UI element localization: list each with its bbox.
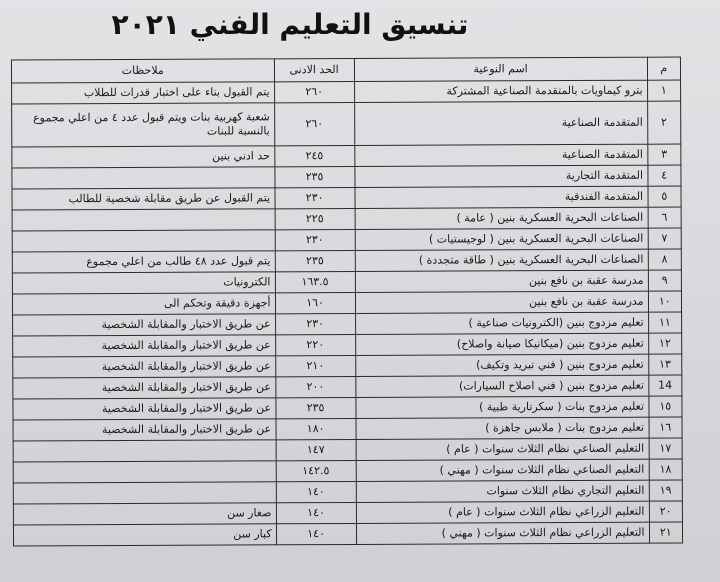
table-row: [13, 417, 682, 441]
cell-notes: [12, 167, 275, 189]
cell-num: [649, 438, 683, 459]
cell-min-text: ٢٤٥: [305, 148, 324, 162]
cell-type: [355, 312, 648, 334]
cell-min: [276, 481, 356, 502]
cell-type-text: تعليم مزدوج بنات ( سكرتارية طبية ): [479, 399, 645, 414]
cell-type-text: الصناعات البحرية العسكرية بنين ( عامة ): [456, 210, 644, 225]
cell-min-text: ٢٣٠: [305, 232, 324, 246]
cell-num-text: ١٦: [659, 420, 672, 434]
cell-min: [275, 208, 355, 229]
table-row: [13, 501, 682, 525]
cell-type: [355, 291, 648, 313]
table-row: [13, 333, 682, 357]
cell-min: [274, 166, 354, 187]
cell-num-text: ١٣: [659, 357, 671, 371]
cell-min: [275, 250, 355, 271]
cell-num: [649, 480, 683, 501]
cell-type: [354, 144, 647, 166]
table-row: [13, 354, 682, 378]
cell-type-text: التعليم الزراعي نظام الثلاث سنوات ( عام ): [448, 504, 645, 519]
cell-num: [649, 501, 683, 522]
cell-num-text: ٦: [661, 210, 668, 224]
cell-num-text: ٢١: [659, 525, 672, 539]
cell-num-text: ٩: [661, 273, 668, 287]
cell-num: [648, 354, 682, 375]
cell-min-text: ١٦٠: [306, 295, 324, 309]
cell-notes: [12, 82, 275, 104]
cell-type: [355, 333, 648, 355]
cell-type: [355, 375, 648, 397]
cell-num: [647, 144, 681, 165]
cell-type-text: بترو كيماويات بالمتقدمة الصناعية المشتركة: [446, 83, 643, 98]
cell-min-text: ١٨٠: [306, 421, 325, 435]
table-row: [12, 101, 681, 147]
cell-type-text: المتقدمة الفندقية: [564, 189, 644, 203]
cell-notes-text: يتم القبول عن طريق مقابلة شخصية للطالب: [68, 191, 271, 205]
cell-min: [276, 502, 356, 523]
table-row: [13, 396, 682, 420]
cell-type: [354, 101, 647, 145]
cell-notes-text: شعبة كهربية بنات ويتم قبول عدد ٤ من اعلي مجموع بالنسبة للبنات: [33, 110, 270, 138]
cell-min-text: ٢٣٥: [306, 253, 324, 267]
cell-notes-text: عن طريق الاختبار والمقابلة الشخصية: [101, 317, 271, 331]
table-row: [13, 375, 682, 399]
cell-notes-text: صغار سن: [227, 506, 272, 520]
cell-min-text: ٢٣٠: [305, 190, 324, 204]
cell-type-text: المتقدمة الصناعية: [561, 115, 643, 129]
cell-type: [354, 80, 647, 102]
cell-type-text: المتقدمة الصناعية: [561, 147, 643, 161]
cell-min: [275, 292, 355, 313]
table-row: [13, 459, 682, 483]
cell-num: [649, 522, 683, 543]
cell-min: [274, 81, 354, 102]
table-row: [13, 438, 682, 462]
cell-type-text: مدرسة عقبة بن نافع بنين: [528, 273, 644, 287]
cell-type: [355, 207, 648, 229]
cell-type-text: الصناعات البحرية العسكرية بنين ( لوجيستيات ): [428, 231, 644, 246]
cell-num-text: 14: [658, 378, 673, 392]
cell-type: [356, 417, 649, 439]
cell-num-text: ٢: [661, 115, 667, 129]
cell-type-text: تعليم مزدوج بنين (الكترونيات صناعية ): [468, 315, 644, 330]
cell-notes-text: عن طريق الاختبار والمقابلة الشخصية: [101, 359, 271, 373]
cell-num: [648, 186, 682, 207]
cell-type-text: التعليم الزراعي نظام الثلاث سنوات ( مهني ): [441, 525, 645, 540]
cell-notes-text: عن طريق الاختبار والمقابلة الشخصية: [101, 401, 272, 415]
table-row: [12, 207, 681, 231]
cell-notes: [13, 356, 276, 378]
cell-notes: [12, 103, 275, 147]
cell-notes: [12, 209, 275, 231]
cell-notes: [13, 314, 276, 336]
cell-num: [647, 80, 681, 101]
cell-notes-text: عن طريق الاختبار والمقابلة الشخصية: [101, 338, 271, 352]
cell-num-text: ٥: [661, 189, 668, 203]
cell-min-text: ١٤٢.٥: [302, 463, 330, 477]
cell-min: [275, 334, 355, 355]
cell-notes-text: عن طريق الاختبار والمقابلة الشخصية: [101, 380, 271, 394]
cell-type: [356, 480, 649, 502]
cell-type-text: التعليم الصناعي نظام الثلاث سنوات ( عام ): [446, 441, 645, 456]
cell-min-text: ١٤٠: [307, 526, 325, 540]
cell-min-text: ١٦٣.٥: [301, 274, 329, 288]
cell-type: [355, 228, 648, 250]
page-title: تنسيق التعليم الفني ٢٠٢١: [111, 8, 469, 41]
cell-type: [356, 438, 649, 460]
table-row: [13, 312, 682, 336]
table-row: [12, 291, 681, 315]
cell-notes: [12, 272, 275, 294]
cell-type-text: تعليم مزدوج بنين ( فني اصلاح السيارات): [458, 378, 644, 393]
cell-num: [648, 228, 682, 249]
cell-notes: [12, 146, 275, 168]
cell-notes: [13, 398, 276, 420]
cell-min: [274, 102, 354, 145]
table-row: [12, 80, 681, 104]
header-min: الحد الادنى: [274, 58, 354, 81]
cell-num: [648, 291, 682, 312]
cell-min-text: ٢٣٥: [305, 169, 324, 183]
cell-min-text: ٢١٠: [306, 358, 325, 372]
cell-notes-text: حد ادني بنين: [212, 149, 270, 163]
cell-num-text: ١٨: [659, 462, 672, 476]
cell-min-text: ١٤٧: [306, 442, 325, 456]
cell-min: [275, 187, 355, 208]
cell-num-text: ٤: [661, 168, 668, 182]
cell-type-text: تعليم مزدوج بنين ( فني تبريد وتكيف): [476, 357, 644, 372]
cell-num-text: ١٢: [659, 336, 671, 350]
cell-num-text: ٢٠: [659, 504, 672, 518]
table-row: [12, 186, 681, 210]
cell-min: [276, 460, 356, 481]
cell-min: [274, 145, 354, 166]
cell-type: [355, 186, 648, 208]
cell-type: [356, 522, 649, 544]
cell-num: [648, 270, 682, 291]
cell-notes: [13, 335, 276, 357]
cell-notes: [13, 503, 276, 525]
cell-notes: [13, 377, 276, 399]
cell-type: [355, 249, 648, 271]
table-row: [12, 270, 681, 294]
cell-type: [355, 165, 648, 187]
cell-num: [647, 101, 681, 144]
cell-notes-text: عن طريق الاختبار والمقابلة الشخصية: [101, 422, 272, 436]
cell-type: [356, 501, 649, 523]
cell-num-text: ١: [660, 83, 667, 97]
cell-notes-text: أجهزة دقيقة وتحكم الى: [163, 296, 271, 310]
cell-notes: [12, 293, 275, 315]
cell-min-text: ١٤٠: [307, 505, 325, 519]
cell-notes: [13, 482, 276, 504]
cell-type-text: التعليم الصناعي نظام الثلاث سنوات ( مهني ): [439, 462, 645, 477]
cell-type-text: التعليم التجاري نظام الثلاث سنوات: [486, 483, 645, 498]
cell-type-text: تعليم مزدوج بنين (ميكانيكا صيانة واصلاح): [456, 336, 644, 351]
cell-min-text: ٢٢٠: [306, 337, 325, 351]
cell-min-text: ١٤٠: [307, 484, 325, 498]
cell-min: [275, 313, 355, 334]
cell-min-text: ٢٣٠: [306, 316, 325, 330]
table-row: [13, 480, 682, 504]
cell-type-text: مدرسة عقبة بن نافع بنين: [529, 294, 644, 308]
cell-min-text: ٢٦٠: [305, 84, 324, 98]
cell-min: [276, 418, 356, 439]
cell-num-text: ٨: [661, 252, 668, 266]
cell-min-text: ٢٠٠: [306, 379, 325, 393]
table-row: [12, 228, 681, 252]
cell-min: [275, 397, 355, 418]
table-row: [12, 144, 681, 168]
header-num: م: [647, 57, 681, 80]
cell-num-text: ١٠: [658, 294, 671, 308]
cell-num-text: ١٩: [659, 483, 672, 497]
cell-min-text: ٢٢٥: [305, 211, 324, 225]
cell-type-text: الصناعات البحرية العسكرية بنين ( طاقة متجددة ): [418, 252, 644, 267]
cell-num: [648, 312, 682, 333]
header-type: اسم النوعية: [354, 57, 647, 81]
cell-num: [648, 375, 682, 396]
cell-type: [355, 354, 648, 376]
table-row: [12, 165, 681, 189]
table-row: [12, 249, 681, 273]
cell-notes: [13, 461, 276, 483]
cell-num-text: ١٧: [659, 441, 672, 455]
cell-num: [648, 396, 682, 417]
cell-min: [275, 355, 355, 376]
admission-table: [11, 57, 683, 547]
cell-notes-text: كبار سن: [233, 527, 272, 541]
cell-notes-text: الكترونيات: [223, 275, 271, 289]
cell-num-text: ١١: [658, 315, 671, 329]
cell-num: [648, 333, 682, 354]
cell-num: [648, 249, 682, 270]
cell-type: [355, 270, 648, 292]
cell-type-text: المتقدمة التجارية: [565, 168, 644, 182]
cell-num-text: ٧: [661, 231, 668, 245]
header-notes: ملاحظات: [11, 59, 274, 83]
cell-num: [648, 207, 682, 228]
cell-min: [275, 376, 355, 397]
cell-notes-text: يتم قبول عدد ٤٨ طالب من اعلي مجموع: [86, 254, 271, 268]
cell-min: [275, 229, 355, 250]
cell-min: [276, 439, 356, 460]
cell-type-text: تعليم مزدوج بنات ( ملابس جاهزة ): [485, 420, 645, 435]
table-row: [13, 522, 682, 546]
cell-min: [276, 523, 356, 544]
table-header-row: [11, 57, 680, 83]
cell-num: [647, 165, 681, 186]
cell-num-text: ٣: [661, 147, 668, 161]
cell-min-text: ٢٦٠: [305, 116, 324, 130]
cell-min-text: ٢٣٥: [306, 400, 325, 414]
cell-notes: [12, 230, 275, 252]
cell-num: [649, 417, 683, 438]
cell-notes-text: يتم القبول بناء على اختبار قدرات للطلاب: [83, 85, 270, 99]
cell-notes: [13, 419, 276, 441]
cell-notes: [12, 188, 275, 210]
cell-min: [275, 271, 355, 292]
cell-notes: [12, 251, 275, 273]
cell-num: [649, 459, 683, 480]
cell-notes: [13, 440, 276, 462]
cell-type: [356, 396, 649, 418]
cell-notes: [13, 524, 276, 546]
cell-type: [356, 459, 649, 481]
cell-num-text: ١٥: [659, 399, 672, 413]
